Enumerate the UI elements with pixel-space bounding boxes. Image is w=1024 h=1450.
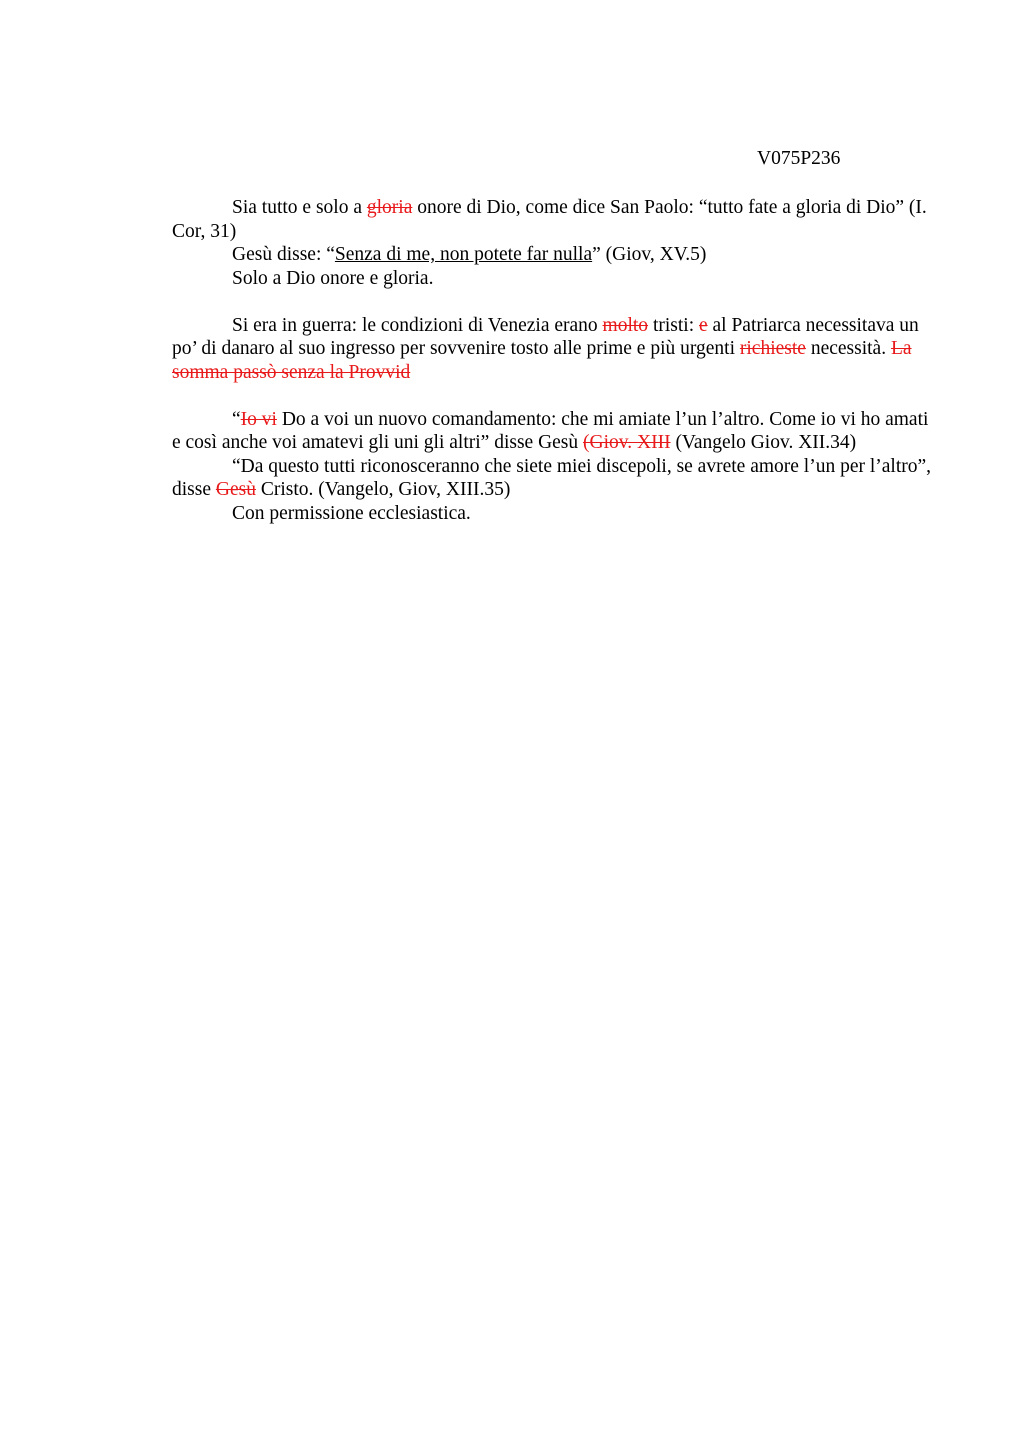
paragraph-gesu-disse: [172, 243, 932, 267]
document-body: [172, 196, 932, 525]
text-run: Gesù disse: “: [232, 244, 335, 265]
text-run: tristi:: [648, 314, 699, 336]
paragraph-guerra: [172, 314, 932, 385]
deleted-text: e: [698, 314, 708, 336]
paragraph-spacer: [172, 384, 932, 408]
text-run: “: [232, 408, 241, 430]
underlined-quote: Senza di me, non potete far nulla: [334, 244, 593, 265]
paragraph-discepoli: [172, 455, 932, 502]
deleted-text: gloria: [366, 197, 413, 218]
deleted-text: La somma passò senza la Provvid: [172, 338, 912, 383]
text-run: al Patriarca necessitava un po’ di danaro al suo ingresso per sovvenire tosto alle prime e più urgenti: [172, 314, 919, 359]
text-run: Sia tutto e solo a: [232, 197, 367, 218]
deleted-text: molto: [602, 314, 649, 336]
text-run: necessità.: [805, 338, 891, 359]
text-run: Si era in guerra: le condizioni di Venezia erano: [232, 314, 603, 336]
deleted-text: Io vi: [240, 408, 277, 430]
text-run: onore di Dio, come dice San Paolo: “tutto fate a gloria di Dio” (I. Cor, 31): [172, 197, 927, 242]
text-run: Cristo. (Vangelo, Giov, XIII.35): [255, 479, 511, 500]
text-run: (Vangelo Giov. XII.34): [670, 432, 857, 453]
text-run: Do a voi un nuovo comandamento: che mi amiate l’un l’altro. Come io vi ho amati e così anche voi amatevi gli uni gli altri” disse Gesù: [172, 408, 929, 453]
deleted-text: (Giov. XIII: [583, 432, 671, 453]
paragraph-comandamento: [172, 408, 932, 455]
text-run: “Da questo tutti riconosceranno che siete miei discepoli, se avrete amore l’un per l’altro”, disse: [172, 455, 932, 500]
deleted-text: richieste: [739, 338, 806, 359]
page-code: V075P236: [757, 148, 841, 169]
paragraph-spacer: [172, 290, 932, 314]
paragraph-gloria: [172, 196, 932, 243]
text-run: Con permissione ecclesiastica.: [232, 502, 471, 524]
text-run: ” (Giov, XV.5): [592, 244, 707, 265]
paragraph-permissione: [172, 502, 932, 526]
paragraph-solo-a-dio: [172, 267, 932, 291]
deleted-text: Gesù: [215, 479, 256, 500]
text-run: Solo a Dio onore e gloria.: [232, 267, 434, 289]
